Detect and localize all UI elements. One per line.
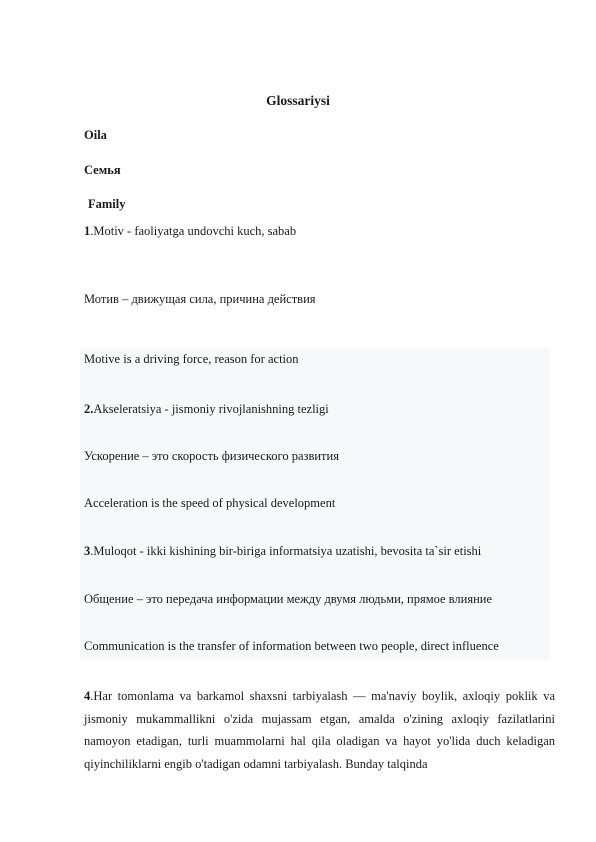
entry-1-uz — [84, 224, 296, 239]
entry-text: Akseleratsiya - jismoniy rivojlanishning tezligi — [93, 402, 329, 416]
page-title: Glossariysi — [266, 93, 330, 108]
entry-text: .Motiv - faoliyatga undovchi kuch, sabab — [90, 224, 297, 238]
entry-1-en: Motive is a driving force, reason for action — [84, 352, 299, 366]
heading-uz: Oila — [84, 128, 107, 142]
entry-number: 1 — [84, 224, 91, 238]
entry-3-uz — [84, 544, 481, 559]
heading-ru: Семья — [84, 163, 121, 177]
entry-number: 4 — [84, 689, 91, 703]
entry-text: .Har tomonlama va barkamol shaxsni tarbiyalash — ma'naviy boylik, axloqiy poklik va jismoniy mukammallikni o'zida mujassam etgan, amalda o'zining axloqiy fazilatlarini namoyon etadigan, turli muammolarni hal qila oladigan va hayot yo'lida duch keladigan qiyinchiliklarni engib o'tadigan odamni tarbiyalash. Bunday talqinda — [84, 689, 555, 772]
entry-2-ru: Ускорение – это скорость физического развития — [84, 449, 339, 463]
entry-text: .Muloqot - ikki kishining bir-biriga informatsiya uzatishi, bevosita ta`sir etishi — [90, 544, 482, 558]
entry-1-ru: Мотив – движущая сила, причина действия — [84, 292, 316, 306]
entry-number: 3 — [84, 544, 91, 558]
entry-3-ru: Общение – это передача информации между двумя людьми, прямое влияние — [84, 592, 493, 606]
entry-3-en: Communication is the transfer of information between two people, direct influence — [84, 639, 499, 653]
entry-4-paragraph — [84, 685, 555, 776]
entry-2-uz — [84, 402, 329, 417]
entry-2-en: Acceleration is the speed of physical development — [84, 496, 336, 510]
entry-number: 2. — [84, 402, 94, 416]
heading-en: Family — [88, 197, 126, 211]
